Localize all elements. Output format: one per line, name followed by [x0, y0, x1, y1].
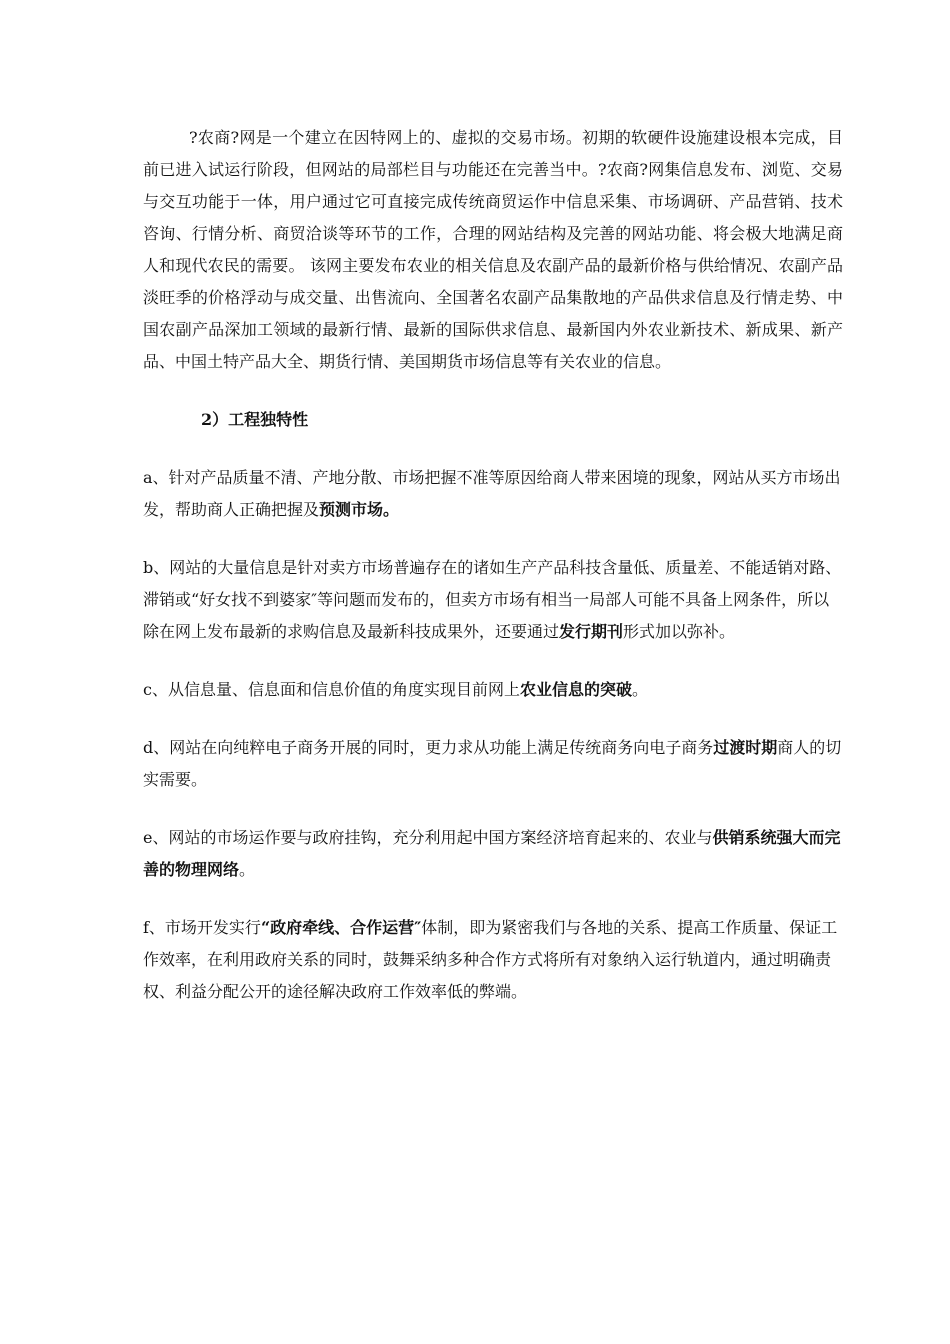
item-b [143, 552, 843, 648]
item-c-suffix: 。 [631, 680, 648, 699]
item-a [143, 462, 843, 526]
item-b-suffix: 形式加以弥补。 [623, 622, 736, 641]
item-d-text: d、网站在向纯粹电子商务开展的同时，更力求从功能上满足传统商务向电子商务 [143, 738, 714, 757]
item-c-bold: 农业信息的突破 [519, 680, 632, 699]
item-b-bold: 发行期刊 [559, 622, 624, 641]
item-d [143, 732, 843, 796]
item-c [143, 674, 843, 706]
item-e-suffix: 。 [239, 860, 256, 879]
item-f-bold: “政府牵线、合作运营″ [260, 918, 422, 937]
item-e-bold: 供销系统强大而完善的物理网络 [143, 828, 841, 879]
item-e [143, 822, 843, 886]
document-page [143, 122, 843, 1008]
item-d-bold: 过渡时期 [713, 738, 778, 757]
item-c-text: c、从信息量、信息面和信息价值的角度实现目前网上 [143, 680, 520, 699]
intro-paragraph: ?农商?网是一个建立在因特网上的、虚拟的交易市场。初期的软硬件设施建设根本完成，目前已进入试运行阶段，但网站的局部栏目与功能还在完善当中。?农商?网集信息发布、浏览、交易与交互功能于一体，用户通过它可直接完成传统商贸运作中信息采集、市场调研、产品营销、技术咨询、行情分析、商贸洽谈等环节的工作，合理的网站结构及完善的网站功能、将会极大地满足商人和现代农民的需要。 该网主要发布农业的相关信息及农副产品的最新价格与供给情况、农副产品淡旺季的价格浮动与成交量、出售流向、全国著名农副产品集散地的产品供求信息及行情走势、中国农副产品深加工领域的最新行情、最新的国际供求信息、最新国内外农业新技术、新成果、新产品、中国土特产品大全、期货行情、美国期货市场信息等有关农业的信息。 [143, 128, 843, 371]
item-f-suffix: 体制，即为紧密我们与各地的关系、提高工作质量、保证工作效率，在利用政府关系的同时，鼓舞采纳多种合作方式将所有对象纳入运行轨道内，通过明确责权、利益分配公开的途径解决政府工作效率低的弊端。 [143, 918, 838, 1001]
section-heading: 2）工程独特性 [201, 410, 309, 429]
item-f [143, 912, 843, 1008]
item-d-suffix: 商人的切实需要。 [143, 738, 842, 789]
item-f-text: f、市场开发实行 [143, 918, 261, 937]
item-e-text: e、网站的市场运作要与政府挂钩，充分利用起中国方案经济培育起来的、农业与 [143, 828, 713, 847]
item-b-text: b、网站的大量信息是针对卖方市场普遍存在的诸如生产产品科技含量低、质量差、不能适销对路、滞销或“好女找不到婆家″等问题而发布的，但卖方市场有相当一局部人可能不具备上网条件，所以除在网上发布最新的求购信息及最新科技成果外，还要通过 [143, 558, 842, 641]
item-a-text: a、针对产品质量不清、产地分散、市场把握不准等原因给商人带来困境的现象，网站从买方市场出发，帮助商人正确把握及 [143, 468, 841, 519]
item-a-bold: 预测市场。 [319, 500, 400, 519]
